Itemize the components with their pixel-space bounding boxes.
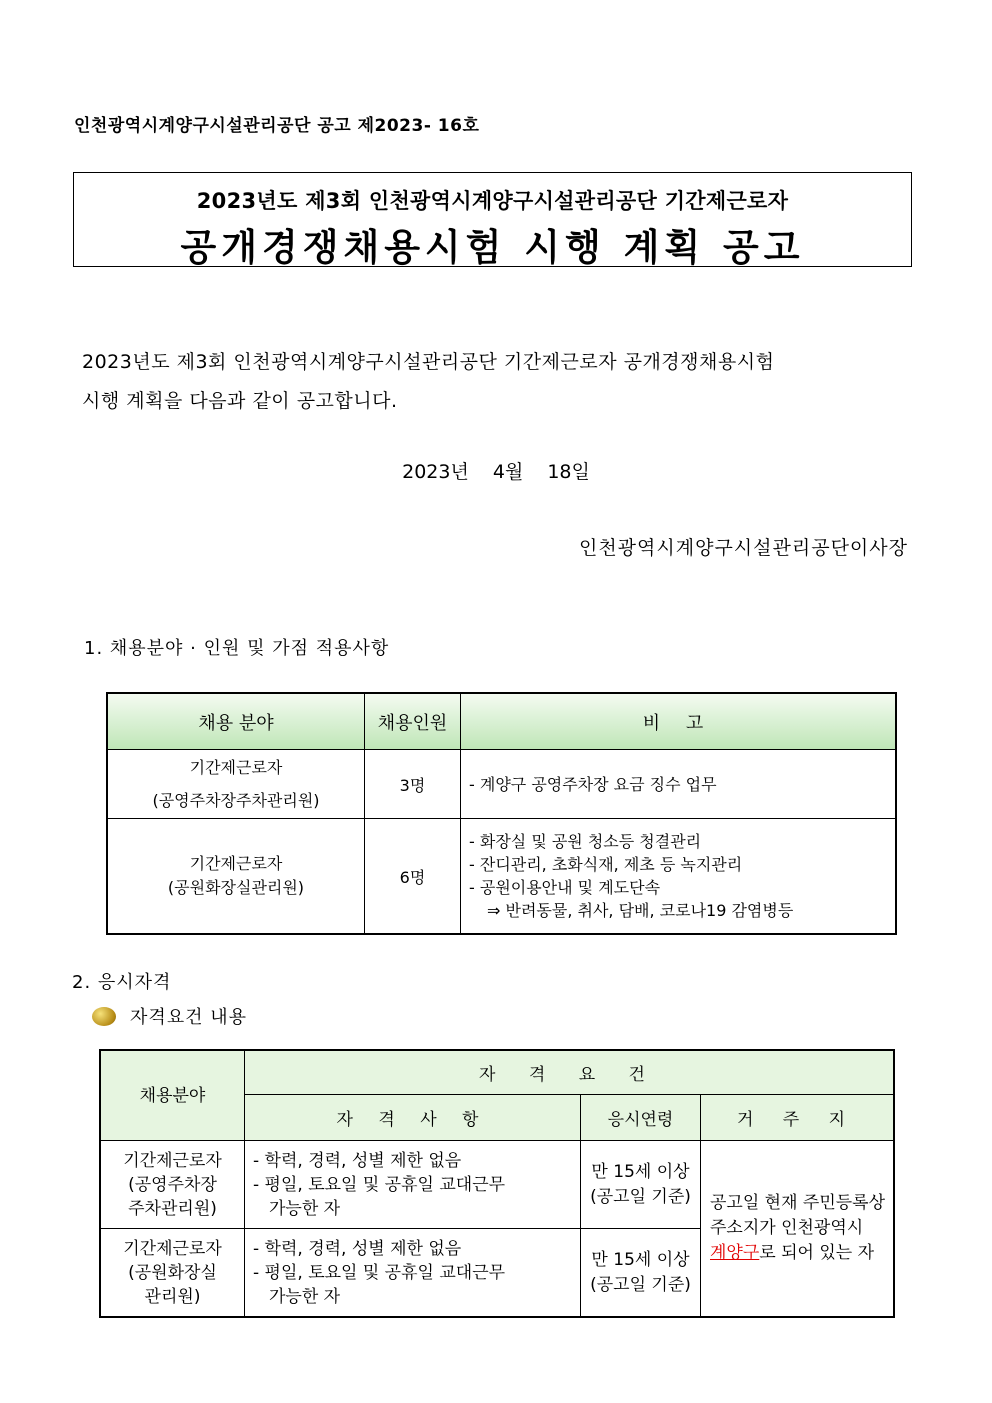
- header-residence: 거 주 지: [701, 1095, 895, 1141]
- header-quals: 자 격 사 항: [245, 1095, 581, 1141]
- header-age: 응시연령: [581, 1095, 701, 1141]
- age-cell: 만 15세 이상 (공고일 기준): [581, 1229, 701, 1318]
- header-count: 채용인원: [365, 693, 461, 750]
- recruitment-table: [106, 692, 897, 935]
- field-cell: 기간제근로자 (공원화장실 관리원): [100, 1229, 245, 1318]
- field-cell: 기간제근로자 (공원화장실관리원): [107, 819, 365, 935]
- issuer: 인천광역시계양구시설관리공단이사장: [578, 537, 908, 559]
- age-cell: 만 15세 이상 (공고일 기준): [581, 1141, 701, 1229]
- header-notes: 비 고: [461, 693, 897, 750]
- notes-cell: - 계양구 공영주차장 요금 징수 업무: [461, 750, 897, 819]
- table-row: [100, 1141, 894, 1229]
- residence-cell: 공고일 현재 주민등록상 주소지가 인천광역시 계양구로 되어 있는 자: [701, 1141, 895, 1318]
- header-group: 자 격 요 건: [245, 1050, 895, 1095]
- quals-cell: - 학력, 경력, 성별 제한 없음 - 평일, 토요일 및 공휴일 교대근무 가능한 자: [245, 1229, 581, 1318]
- title-line1: 2023년도 제3회 인천광역시계양구시설관리공단 기간제근로자: [196, 189, 789, 213]
- intro-paragraph: [82, 343, 922, 421]
- title-line2: 공개경쟁채용시험 시행 계획 공고: [180, 226, 805, 269]
- notice-number: 인천광역시계양구시설관리공단 공고 제2023- 16호: [74, 116, 480, 136]
- title-box: [73, 172, 912, 267]
- qualification-table: [99, 1049, 895, 1318]
- subsection-heading: 자격요건 내용: [92, 1003, 247, 1029]
- notice-date: 2023년 4월 18일: [402, 461, 590, 483]
- count-cell: 6명: [365, 819, 461, 935]
- count-cell: 3명: [365, 750, 461, 819]
- table-row: [107, 819, 896, 935]
- quals-cell: - 학력, 경력, 성별 제한 없음 - 평일, 토요일 및 공휴일 교대근무 가능한 자: [245, 1141, 581, 1229]
- highlight-district: 계양구: [710, 1243, 760, 1263]
- intro-line2: 시행 계획을 다음과 같이 공고합니다.: [82, 390, 398, 412]
- notes-cell: - 화장실 및 공원 청소등 청결관리 - 잔디관리, 초화식재, 제초 등 녹지관리 - 공원이용안내 및 계도단속 ⇒ 반려동물, 취사, 담배, 코로나19 감염병등: [461, 819, 897, 935]
- intro-line1: 2023년도 제3회 인천광역시계양구시설관리공단 기간제근로자 공개경쟁채용시험: [82, 351, 775, 373]
- section1-heading: 1. 채용분야 · 인원 및 가점 적용사항: [84, 638, 390, 659]
- field-cell: 기간제근로자 (공영주차장주차관리원): [107, 750, 365, 819]
- field-cell: 기간제근로자 (공영주차장 주차관리원): [100, 1141, 245, 1229]
- header-field: 채용분야: [100, 1050, 245, 1141]
- section2-heading: 2. 응시자격: [72, 972, 172, 993]
- table-row: [107, 750, 896, 819]
- bullet-icon: [92, 1007, 116, 1026]
- header-field: 채용 분야: [107, 693, 365, 750]
